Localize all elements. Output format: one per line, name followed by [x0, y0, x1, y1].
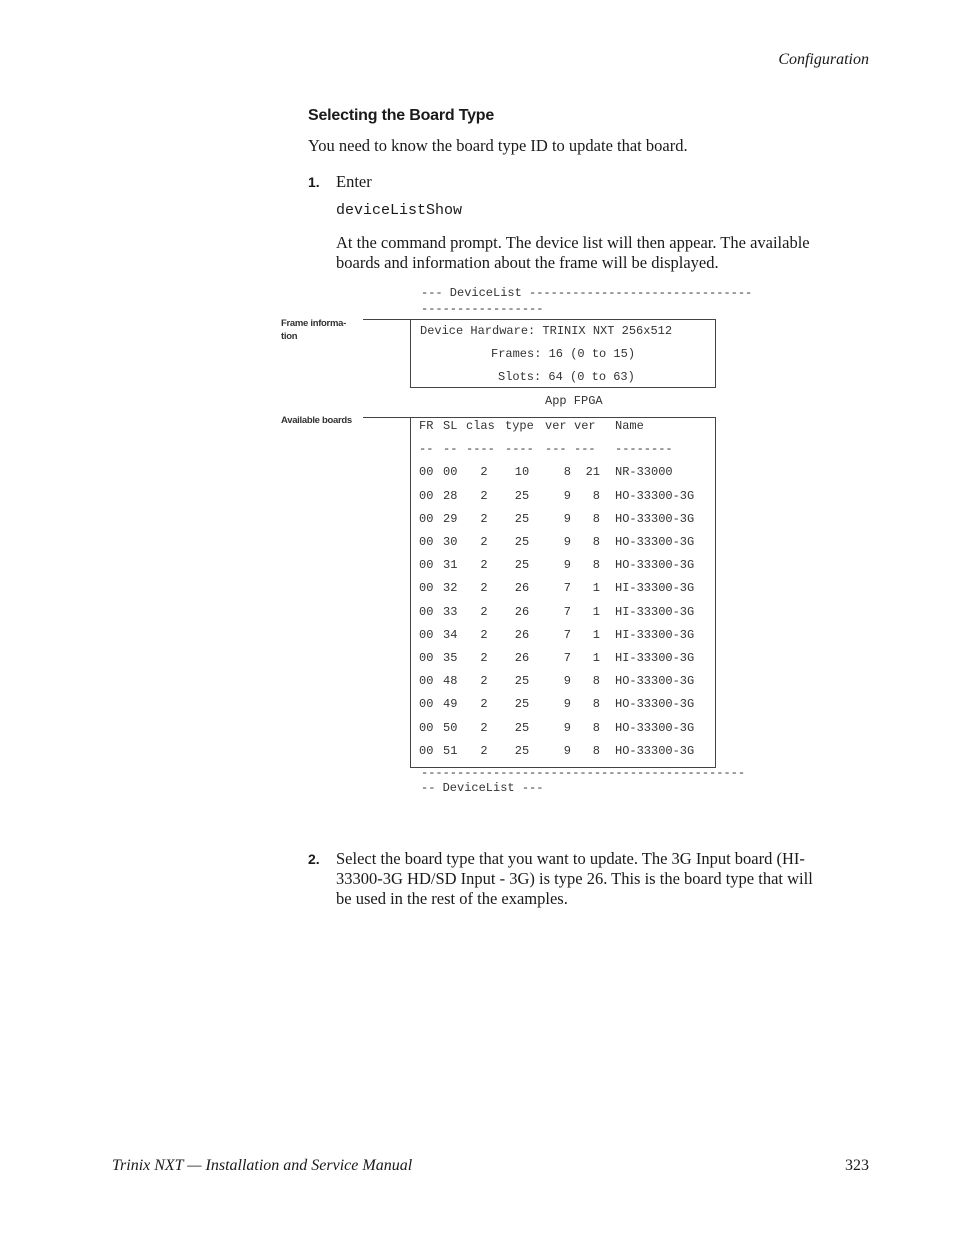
- table-cell: 2: [480, 488, 488, 503]
- table-cell: 8: [592, 511, 600, 526]
- table-cell: 25: [514, 720, 530, 735]
- table-cell: 50: [443, 720, 458, 735]
- table-cell: 35: [443, 651, 458, 665]
- table-cell: HI-33300-3G: [615, 627, 695, 642]
- bottom-label: -- DeviceList ---: [421, 781, 544, 795]
- table-cell: 00: [419, 604, 434, 619]
- table-cell: HO-33300-3G: [615, 535, 695, 549]
- table-cell: 51: [443, 743, 458, 758]
- table-cell: 26: [514, 581, 530, 596]
- table-cell: 00: [419, 535, 434, 549]
- slots-line: Slots: 64 (0 to 63): [498, 370, 635, 384]
- table-cell: 49: [443, 697, 458, 712]
- table-cell: 00: [419, 743, 434, 758]
- table-cell: 25: [514, 743, 530, 758]
- command-text: deviceListShow: [336, 202, 463, 219]
- table-cell: Name: [615, 419, 644, 433]
- table-row: [419, 489, 715, 503]
- step-1-number: 1.: [308, 174, 320, 190]
- table-cell: 48: [443, 674, 458, 689]
- table-cell: 2: [480, 674, 488, 689]
- table-cell: 31: [443, 558, 458, 573]
- running-header: Configuration: [778, 51, 869, 68]
- table-cell: 25: [514, 697, 530, 712]
- table-cell: 10: [514, 465, 530, 480]
- table-cell: --: [443, 442, 458, 457]
- table-cell: HO-33300-3G: [615, 511, 695, 526]
- table-row: [419, 605, 715, 619]
- table-cell: 00: [419, 674, 434, 689]
- callout-available-boards: Available boards: [281, 415, 352, 426]
- table-cell: 25: [514, 674, 530, 689]
- top-rule-1: --- DeviceList -------------------------------: [421, 286, 753, 300]
- table-row: [419, 558, 715, 572]
- footer-title: Trinix NXT — Installation and Service Manual: [112, 1157, 413, 1174]
- table-cell: 26: [514, 604, 530, 619]
- table-cell: 34: [443, 627, 458, 642]
- table-row: [419, 744, 715, 758]
- table-cell: 9: [563, 535, 571, 549]
- top-rule-2: -----------------: [421, 302, 544, 316]
- table-cell: 8: [592, 674, 600, 689]
- table-cell: 00: [443, 465, 458, 480]
- frames-line: Frames: 16 (0 to 15): [491, 347, 636, 361]
- table-cell: 8: [592, 488, 600, 503]
- table-row: [419, 651, 715, 665]
- table-cell: 00: [419, 581, 434, 596]
- table-cell: 9: [563, 558, 571, 573]
- table-cell: 8: [592, 558, 600, 573]
- step-1-label: Enter: [336, 172, 372, 191]
- table-cell: 00: [419, 488, 434, 503]
- bottom-rule: ---------------------------------------------: [421, 766, 746, 780]
- table-cell: 25: [514, 488, 530, 503]
- table-cell: 7: [563, 604, 571, 619]
- table-cell: 8: [592, 743, 600, 758]
- step-2-line1: Select the board type that you want to update. The 3G Input board (HI-: [336, 849, 805, 868]
- table-dash-row: [419, 442, 715, 456]
- table-cell: 26: [514, 651, 530, 665]
- table-cell: 9: [563, 720, 571, 735]
- table-cell: ----: [466, 442, 495, 457]
- table-cell: 25: [514, 511, 530, 526]
- table-cell: 00: [419, 465, 434, 480]
- callout-frame-info-leader: [363, 319, 411, 320]
- table-cell: 2: [480, 720, 488, 735]
- table-cell: 7: [563, 581, 571, 596]
- table-cell: HI-33300-3G: [615, 581, 695, 596]
- table-cell: 9: [563, 511, 571, 526]
- table-cell: 33: [443, 604, 458, 619]
- table-row: [419, 721, 715, 735]
- table-cell: HO-33300-3G: [615, 488, 695, 503]
- table-cell: NR-33000: [615, 465, 673, 480]
- table-cell: HO-33300-3G: [615, 697, 695, 712]
- table-cell: 2: [480, 465, 488, 480]
- table-header-row: [419, 419, 715, 433]
- table-cell: ver: [545, 419, 567, 433]
- table-cell: 25: [514, 535, 530, 549]
- table-cell: 21: [585, 465, 600, 480]
- table-cell: HI-33300-3G: [615, 651, 695, 665]
- table-cell: 00: [419, 651, 434, 665]
- table-cell: 1: [592, 627, 600, 642]
- table-cell: 25: [514, 558, 530, 573]
- table-cell: 2: [480, 558, 488, 573]
- table-cell: 8: [592, 535, 600, 549]
- table-cell: 00: [419, 697, 434, 712]
- step-2-number: 2.: [308, 851, 320, 867]
- step-1-text-line1: At the command prompt. The device list will then appear. The available: [336, 233, 810, 252]
- table-cell: FR: [419, 419, 434, 433]
- table-cell: 2: [480, 535, 488, 549]
- table-cell: 9: [563, 743, 571, 758]
- table-cell: clas: [466, 419, 495, 433]
- table-cell: 1: [592, 604, 600, 619]
- table-cell: 00: [419, 558, 434, 573]
- table-cell: 26: [514, 627, 530, 642]
- table-row: [419, 628, 715, 642]
- table-cell: 30: [443, 535, 458, 549]
- table-cell: 28: [443, 488, 458, 503]
- table-cell: ---: [545, 442, 567, 457]
- table-cell: 9: [563, 697, 571, 712]
- table-cell: SL: [443, 419, 458, 433]
- table-cell: 2: [480, 511, 488, 526]
- table-cell: 8: [592, 697, 600, 712]
- table-cell: HO-33300-3G: [615, 674, 695, 689]
- table-cell: 7: [563, 627, 571, 642]
- callout-frame-info-line1: Frame informa-: [281, 318, 346, 329]
- table-cell: 7: [563, 651, 571, 665]
- device-hardware-line: Device Hardware: TRINIX NXT 256x512: [420, 324, 673, 338]
- table-cell: 1: [592, 651, 600, 665]
- table-cell: 8: [563, 465, 571, 480]
- table-cell: 32: [443, 581, 458, 596]
- table-cell: --------: [615, 442, 673, 457]
- table-row: [419, 535, 715, 549]
- table-cell: ver: [574, 419, 596, 433]
- step-2-line2: 33300-3G HD/SD Input - 3G) is type 26. This is the board type that will: [336, 869, 813, 888]
- table-row: [419, 581, 715, 595]
- table-row: [419, 697, 715, 711]
- table-cell: 9: [563, 488, 571, 503]
- table-cell: 9: [563, 674, 571, 689]
- table-cell: 2: [480, 627, 488, 642]
- table-row: [419, 674, 715, 688]
- table-cell: 2: [480, 743, 488, 758]
- table-row: [419, 465, 715, 479]
- table-cell: ----: [505, 442, 534, 457]
- intro-paragraph: You need to know the board type ID to update that board.: [308, 136, 688, 155]
- section-title: Selecting the Board Type: [308, 107, 495, 124]
- app-fpga-header: App FPGA: [545, 394, 603, 408]
- table-cell: 00: [419, 627, 434, 642]
- table-cell: 2: [480, 697, 488, 712]
- table-cell: 00: [419, 511, 434, 526]
- table-cell: 00: [419, 720, 434, 735]
- page-number: 323: [845, 1157, 869, 1174]
- table-row: [419, 512, 715, 526]
- table-cell: 1: [592, 581, 600, 596]
- callout-frame-info-line2: tion: [281, 331, 298, 342]
- table-cell: 29: [443, 511, 458, 526]
- table-cell: 2: [480, 651, 488, 665]
- table-cell: HO-33300-3G: [615, 720, 695, 735]
- table-cell: 2: [480, 604, 488, 619]
- callout-available-boards-leader: [363, 417, 411, 418]
- table-cell: type: [505, 419, 534, 433]
- table-cell: HI-33300-3G: [615, 604, 695, 619]
- table-cell: --: [419, 442, 434, 457]
- table-cell: 2: [480, 581, 488, 596]
- table-cell: ---: [574, 442, 596, 457]
- step-2-line3: be used in the rest of the examples.: [336, 889, 568, 908]
- step-1-text-line2: boards and information about the frame will be displayed.: [336, 253, 719, 272]
- table-cell: 8: [592, 720, 600, 735]
- table-cell: HO-33300-3G: [615, 743, 695, 758]
- table-cell: HO-33300-3G: [615, 558, 695, 573]
